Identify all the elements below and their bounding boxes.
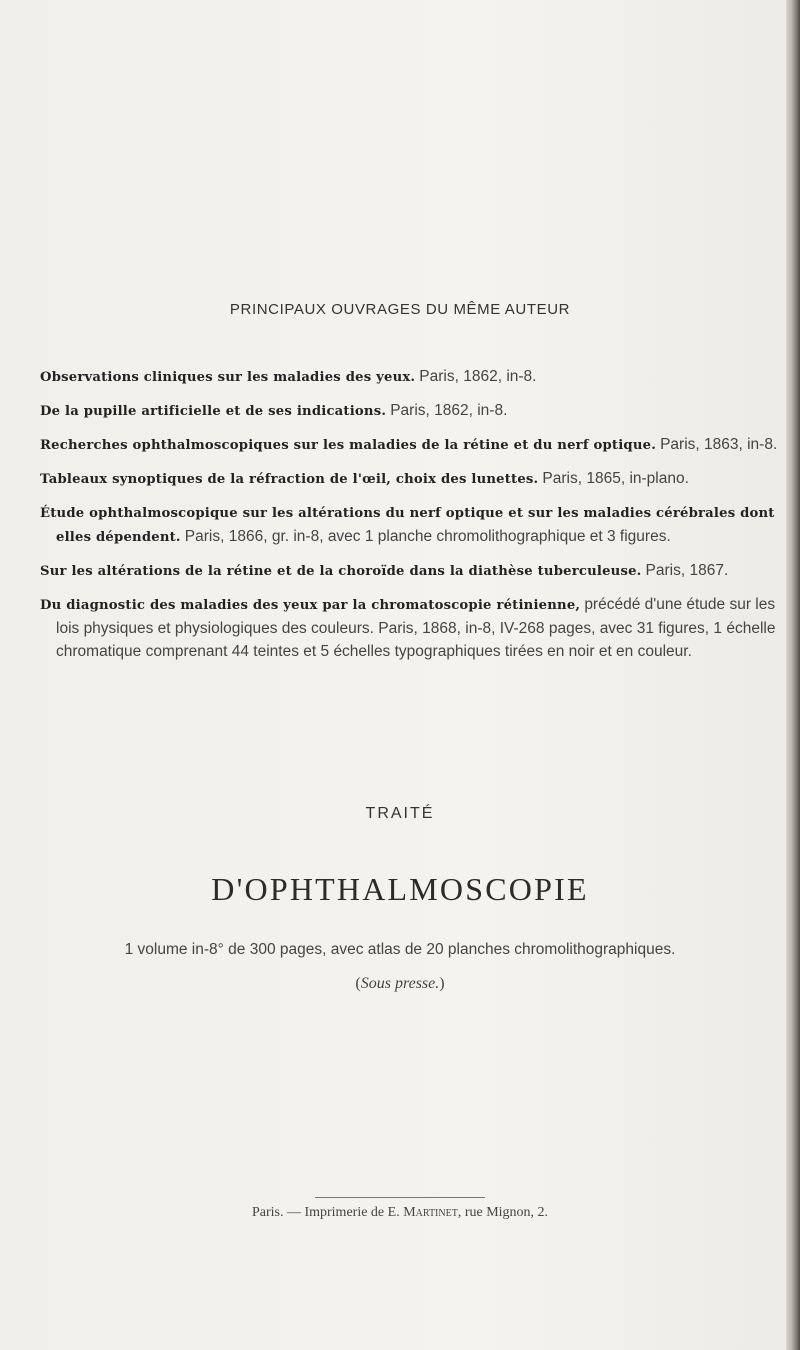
works-list <box>40 365 792 673</box>
work-entry <box>40 399 792 423</box>
work-title: Étude ophthalmoscopique sur les altérations du nerf optique et sur les maladies cérébrales dont elles dépendent. <box>40 506 775 545</box>
imprint-printer: Martinet <box>403 1205 458 1220</box>
work-title: Sur les altérations de la rétine et de la choroïde dans la diathèse tuberculeuse. <box>40 564 642 579</box>
page-heading: PRINCIPAUX OUVRAGES DU MÊME AUTEUR <box>229 301 571 318</box>
work-entry <box>40 467 792 491</box>
work-entry <box>40 433 792 457</box>
traite-status: (Sous presse.) <box>355 975 445 992</box>
work-title: Tableaux synoptiques de la réfraction de l'œil, choix des lunettes. <box>40 472 539 487</box>
work-entry <box>40 559 792 583</box>
work-title: Recherches ophthalmoscopiques sur les maladies de la rétine et du nerf optique. <box>40 438 656 453</box>
imprint <box>0 1205 800 1221</box>
work-details: Paris, 1862, in-8. <box>419 368 537 385</box>
work-details: Paris, 1866, gr. in-8, avec 1 planche chromolithographique et 3 figures. <box>184 528 671 545</box>
work-details: précédé d'une étude sur les lois physiques et physiologiques des couleurs. Paris, 1868, in-8, IV-268 pages, avec 31 figures, 1 échelle chromatique comprenant 44 teintes et 5 échelles typographiques tirées en noir et en couleur. <box>56 596 776 660</box>
work-title: Observations cliniques sur les maladies des yeux. <box>40 370 416 385</box>
work-details: Paris, 1865, in-plano. <box>542 470 689 487</box>
traite-title: D'OPHTHALMOSCOPIE <box>211 871 589 907</box>
traite-volume: 1 volume in-8° de 300 pages, avec atlas de 20 planches chromolithographiques. <box>124 941 676 958</box>
work-entry <box>40 365 792 389</box>
work-title: De la pupille artificielle et de ses indications. <box>40 404 387 419</box>
traite-status-text: Sous presse. <box>360 975 440 992</box>
work-entry <box>40 501 792 549</box>
work-details: Paris, 1862, in-8. <box>390 402 508 419</box>
work-title: Du diagnostic des maladies des yeux par la chromatoscopie rétinienne, <box>40 598 581 613</box>
imprint-suffix: , rue Mignon, 2. <box>457 1205 549 1220</box>
page-binding-shadow <box>786 0 800 1350</box>
work-entry <box>40 593 792 663</box>
traite-label: TRAITÉ <box>365 805 435 822</box>
imprint-prefix: Paris. — Imprimerie de E. <box>251 1205 400 1220</box>
work-details: Paris, 1867. <box>645 562 729 579</box>
work-details: Paris, 1863, in-8. <box>660 436 778 453</box>
imprint-divider <box>315 1197 485 1198</box>
